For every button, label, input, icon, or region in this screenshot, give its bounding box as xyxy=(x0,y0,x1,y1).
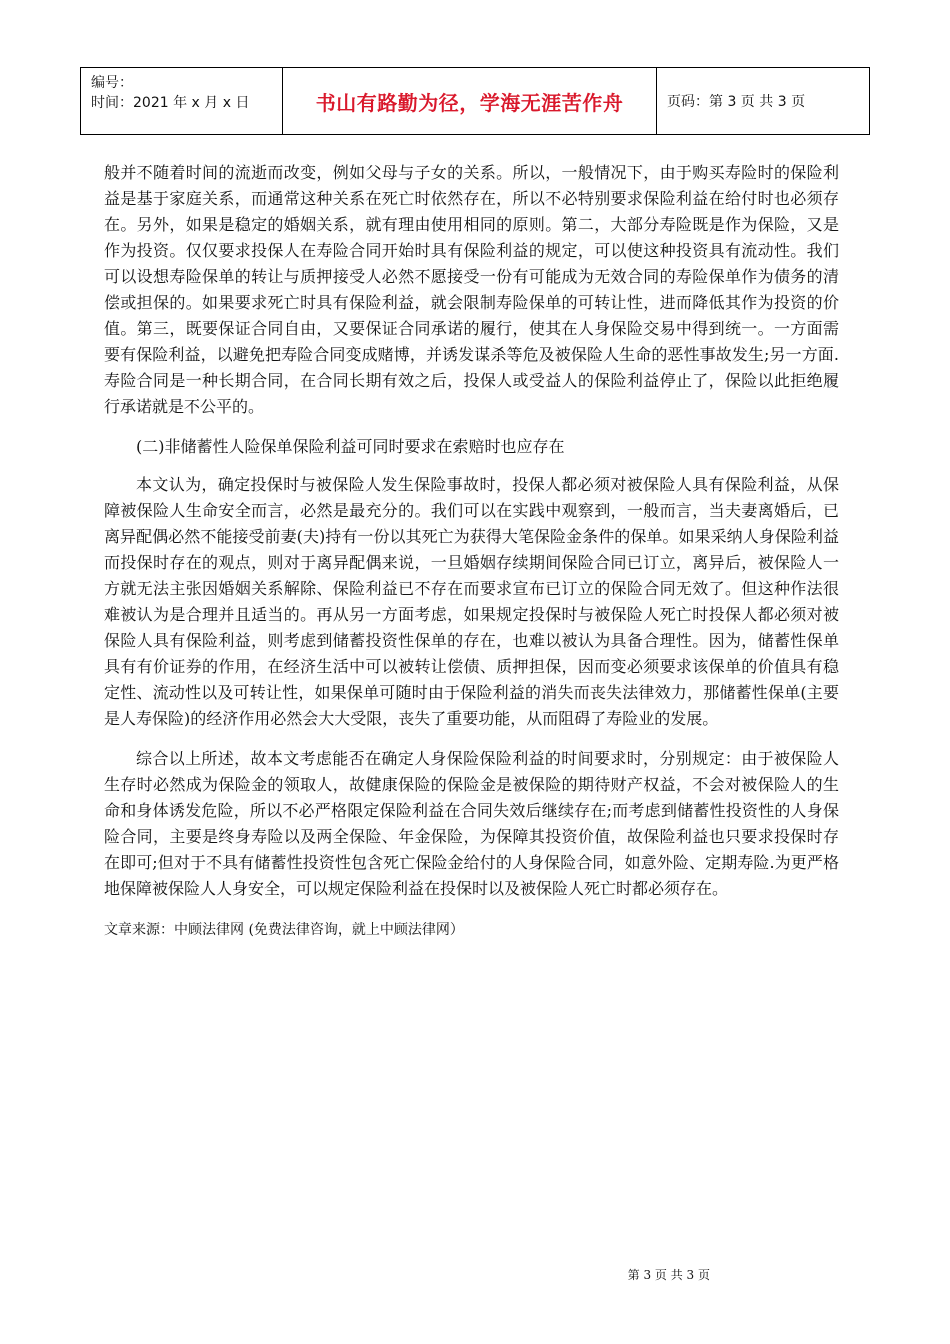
document-number-label: 编号： xyxy=(91,75,133,91)
header-page-info: 页码：第 3 页 共 3 页 xyxy=(667,94,806,110)
header-motto: 书山有路勤为径，学海无涯苦作舟 xyxy=(315,90,624,115)
footer-page-number: 第 3 页 共 3 页 xyxy=(627,1268,710,1282)
paragraph-3: 综合以上所述，故本文考虑能否在确定人身保险保险利益的时间要求时，分别规定：由于被保险人生存时必然成为保险金的领取人，故健康保险的保险金是被保险的期待财产权益，不会对被保险人的生命和身体诱发危险，所以不必严格限定保险利益在合同失效后继续存在;而考虑到储蓄性投资性的人身保险合同，主要是终身寿险以及两全保险、年金保险，为保障其投资价值，故保险利益也只要求投保时存在即可;但对于不具有储蓄性投资性包含死亡保险金给付的人身保险合同，如意外险、定期寿险.为更严格地保障被保险人人身安全，可以规定保险利益在投保时以及被保险人死亡时都必须存在。 xyxy=(104,749,839,898)
paragraph-1: 般并不随着时间的流逝而改变，例如父母与子女的关系。所以，一般情况下，由于购买寿险时的保险利益是基于家庭关系，而通常这种关系在死亡时依然存在，所以不必特别要求保险利益在给付时也必须存在。另外，如果是稳定的婚姻关系，就有理由使用相同的原则。第二，大部分寿险既是作为保险，又是作为投资。仅仅要求投保人在寿险合同开始时具有保险利益的规定，可以使这种投资具有流动性。我们可以设想寿险保单的转让与质押接受人必然不愿接受一份有可能成为无效合同的寿险保单作为债务的清偿或担保的。如果要求死亡时具有保险利益，就会限制寿险保单的可转让性，进而降低其作为投资的价值。第三，既要保证合同自由，又要保证合同承诺的履行，使其在人身保险交易中得到统一。一方面需要有保险利益，以避免把寿险合同变成赌博，并诱发谋杀等危及被保险人生命的恶性事故发生;另一方面.寿险合同是一种长期合同，在合同长期有效之后，投保人或受益人的保险利益停止了，保险以此拒绝履行承诺就是不公平的。 xyxy=(104,163,839,416)
header-page-cell xyxy=(657,68,869,134)
header-motto-cell xyxy=(283,68,657,134)
header-meta-cell xyxy=(81,68,283,134)
document-body xyxy=(104,160,839,940)
section-heading-2: (二)非储蓄性人险保单保险利益可同时要求在索赔时也应存在 xyxy=(136,437,565,456)
document-date: 时间：2021 年 x 月 x 日 xyxy=(91,95,250,111)
article-source: 文章来源：中顾法律网 (免费法律咨询，就上中顾法律网） xyxy=(104,922,464,938)
page-footer xyxy=(0,1266,950,1283)
header-table xyxy=(80,67,870,135)
paragraph-2: 本文认为，确定投保时与被保险人发生保险事故时，投保人都必须对被保险人具有保险利益，从保障被保险人生命安全而言，必然是最充分的。我们可以在实践中观察到，一般而言，当夫妻离婚后，已离异配偶必然不能接受前妻(夫)持有一份以其死亡为获得大笔保险金条件的保单。如果采纳人身保险利益而投保时存在的观点，则对于离异配偶来说，一旦婚姻存续期间保险合同已订立，离异后，被保险人一方就无法主张因婚姻关系解除、保险利益已不存在而要求宣布已订立的保险合同无效了。但这种作法很难被认为是合理并且适当的。再从另一方面考虑，如果规定投保时与被保险人死亡时投保人都必须对被保险人具有保险利益，则考虑到储蓄投资性保单的存在，也难以被认为具备合理性。因为，储蓄性保单具有有价证券的作用，在经济生活中可以被转让偿债、质押担保，因而变必须要求该保单的价值具有稳定性、流动性以及可转让性，如果保单可随时由于保险利益的消失而丧失法律效力，那储蓄性保单(主要是人寿保险)的经济作用必然会大大受限，丧失了重要功能，从而阻碍了寿险业的发展。 xyxy=(104,475,839,728)
